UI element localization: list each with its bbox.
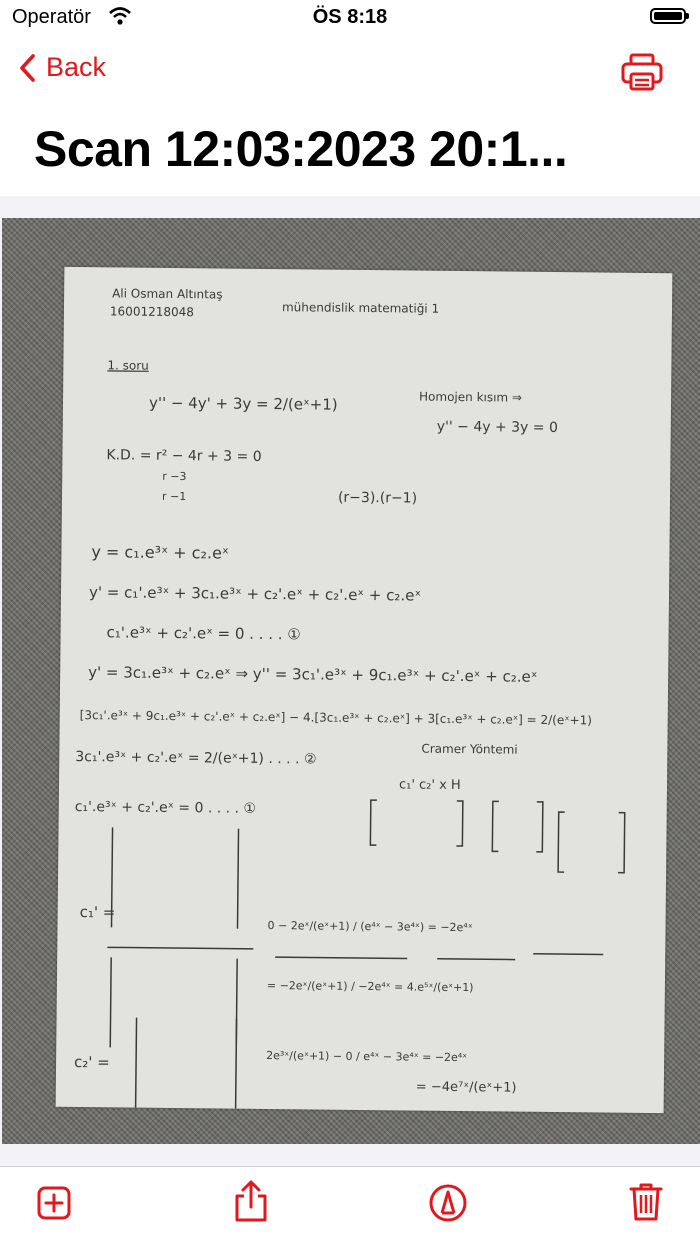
scan-long-eq: [3c₁'.e³ˣ + 9c₁.e³ˣ + c₂'.eˣ + c₂.eˣ] − 4.[3c₁.e³ˣ + c₂.eˣ] + 3[c₁.e³ˣ + c₂.eˣ] = 2/(eˣ+1) bbox=[79, 708, 593, 728]
scan-matrices bbox=[105, 797, 624, 1113]
scan-homogeneous-eq: y'' − 4y + 3y = 0 bbox=[436, 418, 559, 437]
bottom-toolbar bbox=[0, 1166, 700, 1245]
printer-icon bbox=[620, 52, 664, 92]
scan-student-no: 16001218048 bbox=[109, 304, 195, 320]
navigation-bar bbox=[0, 44, 700, 100]
add-page-icon bbox=[36, 1185, 72, 1221]
scan-question: 1. soru bbox=[107, 358, 149, 373]
status-time: ÖS 8:18 bbox=[312, 6, 388, 28]
scan-c2-result: = −4e⁷ˣ/(eˣ+1) bbox=[415, 1079, 517, 1096]
battery-icon bbox=[650, 8, 686, 24]
scanned-document-image[interactable] bbox=[2, 218, 700, 1144]
scan-cond2: 3c₁'.e³ˣ + c₂'.eˣ = 2/(eˣ+1) . . . . ② bbox=[75, 748, 317, 768]
handwritten-paper bbox=[56, 267, 673, 1113]
scan-cond1: c₁'.e³ˣ + c₂'.eˣ = 0 . . . . ① bbox=[106, 623, 301, 644]
chevron-left-icon bbox=[18, 53, 36, 83]
scan-c2-mid: 2e³ˣ/(eˣ+1) − 0 / e⁴ˣ − 3e⁴ˣ = −2e⁴ˣ bbox=[266, 1048, 468, 1065]
delete-button[interactable] bbox=[628, 1181, 664, 1228]
back-button[interactable] bbox=[18, 52, 106, 83]
scan-c1-label: c₁' = bbox=[79, 903, 116, 922]
page-title: Scan 12:03:2023 20:1... bbox=[34, 121, 568, 177]
scan-matrix-headers: c₁' c₂' x H bbox=[398, 777, 461, 794]
scan-y1: y' = c₁'.e³ˣ + 3c₁.e³ˣ + c₂'.eˣ + c₂'.eˣ + c₂.eˣ bbox=[88, 583, 422, 605]
scan-roots-2: r −1 bbox=[161, 489, 187, 504]
status-bar bbox=[0, 0, 700, 40]
scan-cond1b: c₁'.e³ˣ + c₂'.eˣ = 0 . . . . ① bbox=[74, 798, 257, 817]
scan-homogeneous-label: Homojen kısım ⇒ bbox=[419, 389, 523, 405]
share-icon bbox=[232, 1179, 270, 1223]
scan-roots-1: r −3 bbox=[162, 469, 187, 484]
scan-y2: y' = 3c₁.e³ˣ + c₂.eˣ ⇒ y'' = 3c₁'.e³ˣ + 9c₁.e³ˣ + c₂'.eˣ + c₂.eˣ bbox=[88, 663, 538, 686]
scan-char-eq: K.D. = r² − 4r + 3 = 0 bbox=[106, 447, 262, 465]
scan-c1-result: = −2eˣ/(eˣ+1) / −2e⁴ˣ = 4.e⁵ˣ/(eˣ+1) bbox=[266, 978, 474, 995]
carrier-label: Operatör bbox=[12, 6, 91, 28]
scan-course: mühendislik matematiği 1 bbox=[281, 300, 440, 316]
scan-line-eq: y'' − 4y' + 3y = 2/(eˣ+1) bbox=[148, 393, 338, 414]
scan-general: y = c₁.e³ˣ + c₂.eˣ bbox=[91, 542, 230, 563]
scan-preview bbox=[0, 196, 700, 1166]
scan-name: Ali Osman Altıntaş bbox=[112, 286, 223, 302]
scan-c1-mid: 0 − 2eˣ/(eˣ+1) / (e⁴ˣ − 3e⁴ˣ) = −2e⁴ˣ bbox=[267, 919, 473, 935]
back-label: Back bbox=[46, 52, 107, 82]
markup-button[interactable] bbox=[428, 1183, 468, 1228]
markup-icon bbox=[428, 1183, 468, 1223]
scan-c2-label: c₂' = bbox=[73, 1052, 110, 1072]
scan-cramer: Cramer Yöntemi bbox=[421, 741, 518, 757]
handwriting bbox=[56, 267, 673, 1113]
share-button[interactable] bbox=[232, 1179, 270, 1228]
trash-icon bbox=[628, 1181, 664, 1223]
scan-factor: (r−3).(r−1) bbox=[337, 489, 418, 507]
print-button[interactable] bbox=[620, 52, 664, 97]
add-page-button[interactable] bbox=[36, 1185, 72, 1226]
